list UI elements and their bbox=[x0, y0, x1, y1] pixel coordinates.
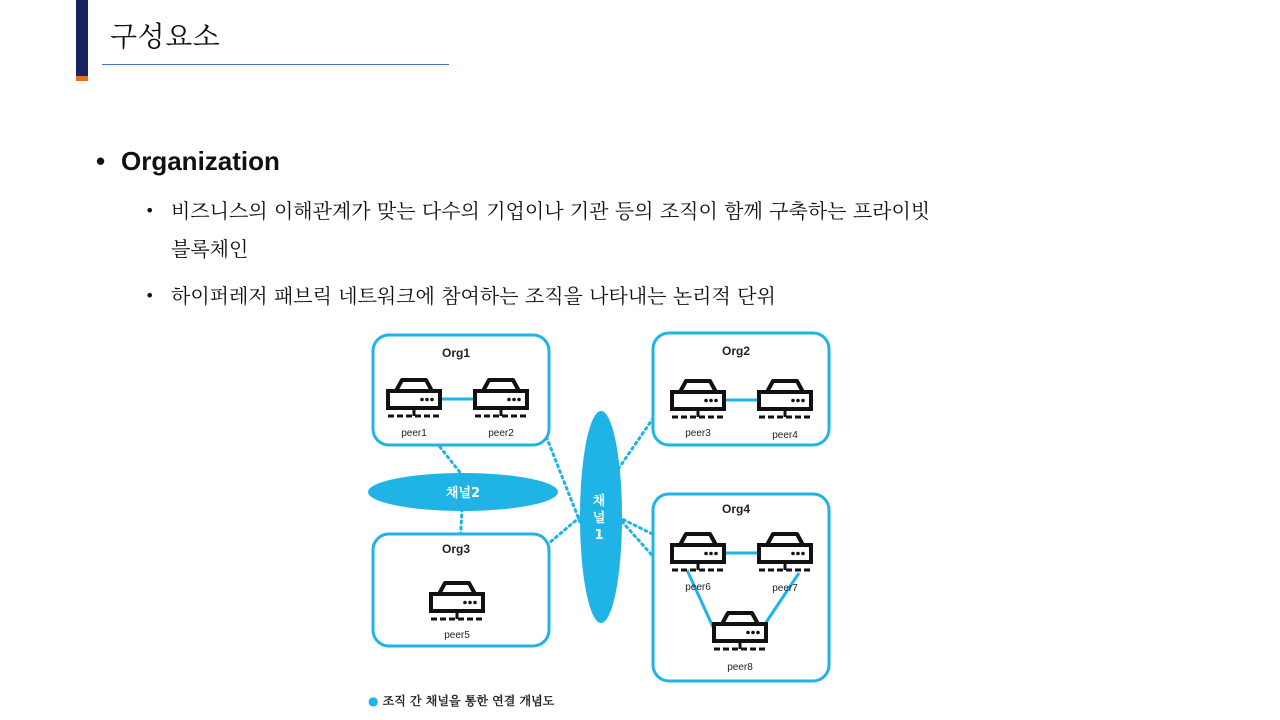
peer4-label: peer4 bbox=[772, 430, 798, 441]
peer5-label: peer5 bbox=[444, 630, 470, 641]
org2-label: Org2 bbox=[721, 344, 751, 358]
sub-bullet-1-line2: 블록체인 bbox=[171, 237, 249, 261]
org3-label: Org3 bbox=[441, 542, 471, 556]
bullet-organization bbox=[96, 146, 280, 177]
diagram-caption bbox=[368, 692, 554, 709]
title-accent-bar bbox=[76, 0, 88, 76]
title-underline bbox=[102, 64, 449, 65]
peer6-label: peer6 bbox=[685, 582, 711, 593]
caption-bullet: ● bbox=[368, 694, 379, 708]
peer1-label: peer1 bbox=[401, 428, 427, 439]
peer3-label: peer3 bbox=[685, 428, 711, 439]
sub-bullet-1-line1: 비즈니스의 이해관계가 맞는 다수의 기업이나 기관 등의 조직이 함께 구축하는 프라이빗 bbox=[171, 199, 931, 223]
peer8-label: peer8 bbox=[727, 662, 753, 673]
sub-bullet-1 bbox=[145, 192, 1031, 268]
page-title: 구성요소 bbox=[110, 20, 221, 53]
sub-bullet-2 bbox=[145, 277, 1031, 315]
channel1-label-part1: 채 bbox=[592, 494, 606, 509]
caption-text: 조직 간 채널을 통한 연결 개념도 bbox=[382, 694, 555, 708]
channel2-label: 채널2 bbox=[445, 486, 481, 501]
sub-bullet-2-line1: 하이퍼레저 패브릭 네트워크에 참여하는 조직을 나타내는 논리적 단위 bbox=[171, 284, 776, 308]
org4-label: Org4 bbox=[721, 502, 751, 516]
channel1-label-part3: 1 bbox=[594, 528, 604, 543]
bullet-heading: Organization bbox=[121, 146, 280, 176]
bullet-dot: • bbox=[145, 201, 155, 220]
title-accent-tick bbox=[76, 76, 88, 81]
channel1-label-part2: 널 bbox=[592, 511, 606, 526]
bullet-dot: • bbox=[145, 286, 155, 305]
peer2-label: peer2 bbox=[488, 428, 514, 439]
bullet-dot: • bbox=[96, 146, 106, 176]
org1-label: Org1 bbox=[441, 346, 471, 360]
org4-box bbox=[653, 494, 829, 681]
peer7-label: peer7 bbox=[772, 583, 798, 594]
channel-network-diagram bbox=[355, 325, 845, 689]
